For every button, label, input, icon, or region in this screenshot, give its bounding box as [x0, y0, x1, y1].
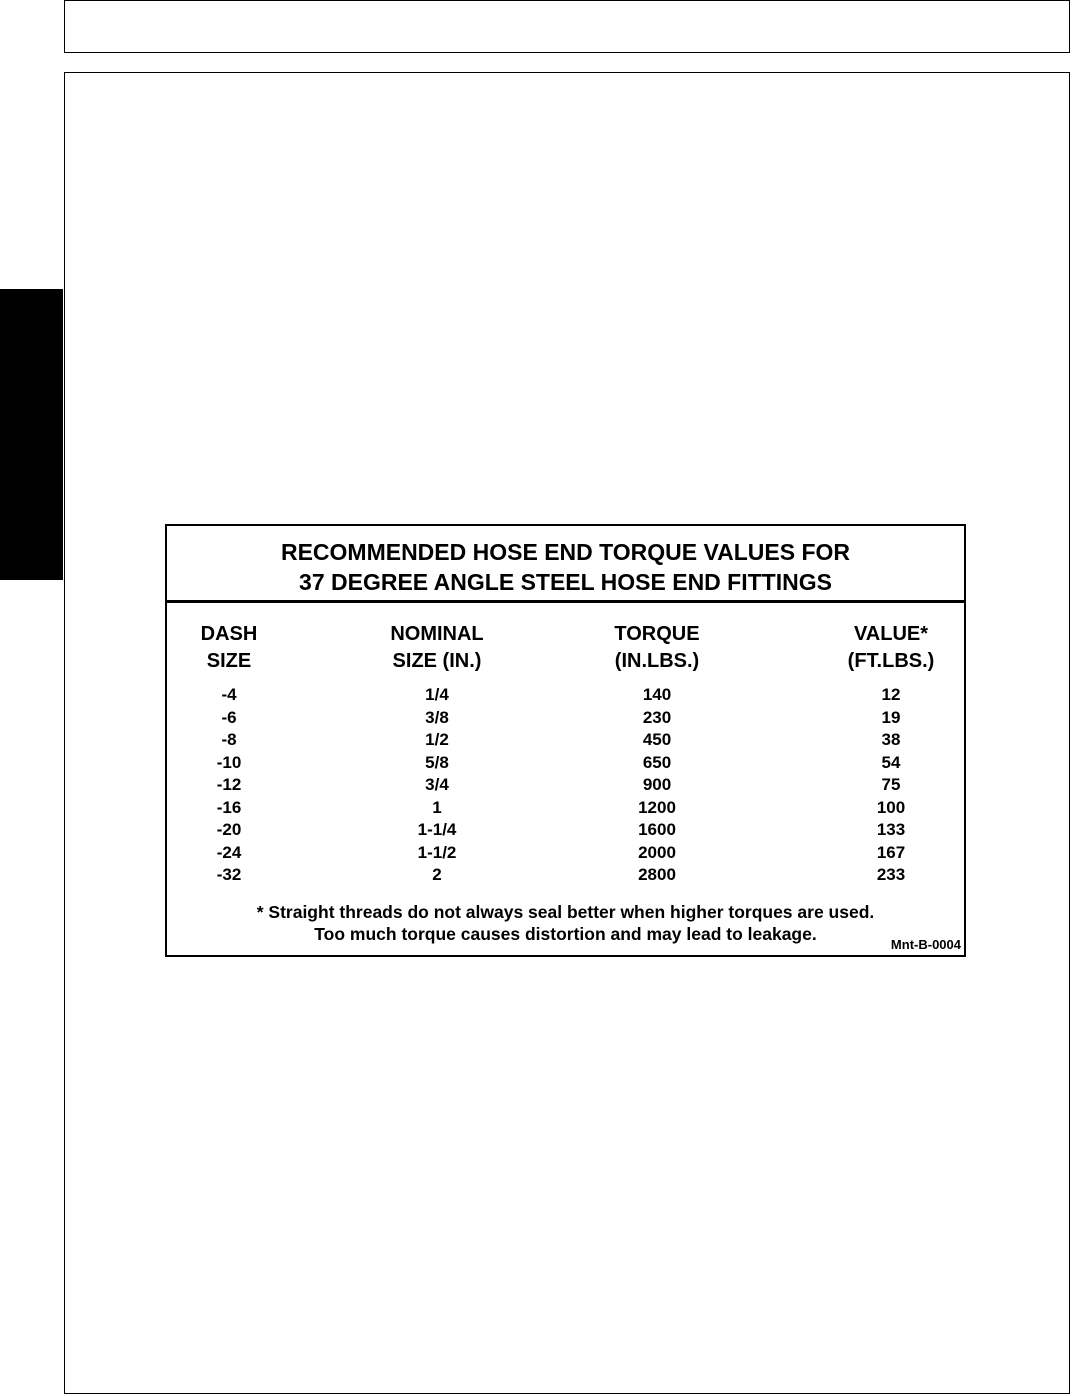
column-header: (FT.LBS.) [847, 650, 935, 672]
table-cell: 140 [642, 685, 672, 704]
table-cell: -8 [221, 730, 237, 749]
table-cell: 3/8 [425, 707, 449, 727]
column-value-ft-lbs [832, 621, 950, 887]
table-cell: 1 [432, 797, 442, 817]
table-cell: -6 [221, 707, 237, 727]
table-cell: 100 [876, 797, 906, 817]
table-cell: 3/4 [425, 775, 449, 794]
table-cell: -16 [216, 797, 242, 817]
page-header-box [64, 0, 1070, 53]
column-torque-in-lbs [599, 621, 715, 887]
column-header: DASH [200, 623, 258, 645]
column-nominal-size [374, 621, 500, 887]
column-header: SIZE [206, 650, 252, 672]
table-cell: 19 [881, 707, 901, 727]
table-cell: 5/8 [425, 752, 449, 772]
table-cell: 1/2 [425, 730, 449, 749]
table-cell: 450 [642, 730, 672, 749]
table-cell: 1-1/2 [417, 842, 457, 862]
table-cell: -10 [216, 752, 242, 772]
table-cell: 133 [876, 820, 906, 839]
table-cell: 1600 [638, 820, 676, 839]
table-cell: 900 [642, 775, 672, 794]
table-cell: 75 [881, 775, 901, 794]
table-cell: 12 [881, 685, 901, 704]
table-cell: -32 [216, 865, 242, 884]
table-cell: -24 [216, 842, 242, 862]
table-title-line-2: 37 DEGREE ANGLE STEEL HOSE END FITTINGS [299, 569, 832, 595]
table-cell: 1/4 [425, 685, 449, 704]
table-cell: -4 [221, 685, 237, 704]
table-cell: 38 [881, 730, 901, 749]
table-cell: 2 [432, 865, 442, 884]
table-footnote [167, 901, 964, 945]
table-cell: 233 [876, 865, 906, 884]
footnote-line-2: Too much torque causes distortion and may lead to leakage. [314, 924, 817, 944]
table-cell: 2800 [638, 865, 676, 884]
hose-torque-table [165, 524, 966, 957]
column-header: VALUE* [853, 623, 929, 645]
table-cell: 650 [642, 752, 672, 772]
table-cell: -20 [216, 820, 242, 839]
section-tab-marker [0, 289, 63, 580]
table-cell: 54 [881, 752, 901, 772]
column-dash-size [187, 621, 271, 887]
column-header: (IN.LBS.) [614, 650, 700, 672]
footnote-line-1: * Straight threads do not always seal better when higher torques are used. [256, 902, 875, 922]
table-cell: -12 [216, 775, 242, 794]
table-title [167, 526, 964, 603]
column-header: NOMINAL [390, 623, 484, 645]
figure-reference: Mnt-B-0004 [890, 937, 961, 952]
table-cell: 2000 [638, 842, 676, 862]
column-header: SIZE (IN.) [392, 650, 482, 672]
table-title-line-1: RECOMMENDED HOSE END TORQUE VALUES FOR [280, 539, 851, 565]
table-cell: 1200 [638, 797, 676, 817]
table-cell: 167 [876, 842, 906, 862]
table-cell: 230 [642, 707, 672, 727]
table-cell: 1-1/4 [417, 820, 457, 839]
column-header: TORQUE [614, 623, 700, 645]
